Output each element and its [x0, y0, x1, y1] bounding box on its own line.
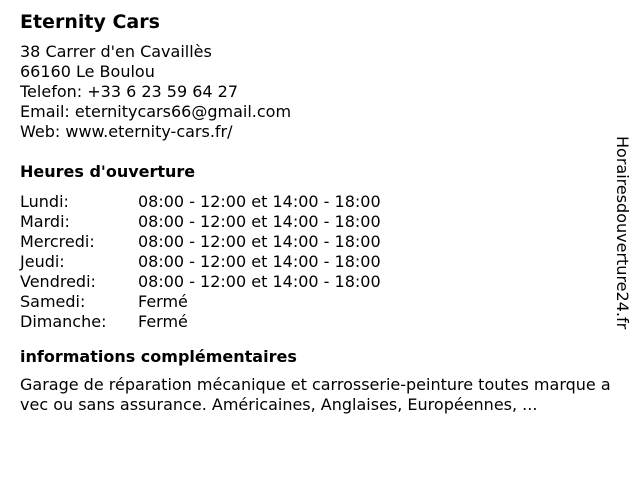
business-card	[20, 10, 620, 415]
time-value: 08:00 - 12:00 et 14:00 - 18:00	[138, 192, 381, 211]
watermark-text: Horairesdouverture24.fr	[613, 136, 632, 330]
hours-row-friday	[20, 272, 620, 292]
hours-row-monday	[20, 192, 620, 212]
hours-row-thursday	[20, 252, 620, 272]
day-label: Mercredi:	[20, 232, 95, 251]
time-value: 08:00 - 12:00 et 14:00 - 18:00	[138, 272, 381, 291]
address-line-2: 66160 Le Boulou	[20, 62, 155, 81]
time-value: Fermé	[138, 292, 188, 311]
day-label: Samedi:	[20, 292, 86, 311]
hours-row-wednesday	[20, 232, 620, 252]
time-value: 08:00 - 12:00 et 14:00 - 18:00	[138, 252, 381, 271]
contact-block	[20, 42, 620, 142]
info-heading: informations complémentaires	[20, 347, 297, 366]
time-value: Fermé	[138, 312, 188, 331]
day-label: Vendredi:	[20, 272, 96, 291]
time-value: 08:00 - 12:00 et 14:00 - 18:00	[138, 232, 381, 251]
hours-row-tuesday	[20, 212, 620, 232]
phone-text: Telefon: +33 6 23 59 64 27	[20, 82, 239, 101]
hours-heading: Heures d'ouverture	[20, 162, 196, 181]
website-text: Web: www.eternity-cars.fr/	[20, 122, 233, 141]
hours-list	[20, 192, 620, 332]
hours-row-sunday	[20, 312, 620, 332]
day-label: Lundi:	[20, 192, 69, 211]
day-label: Mardi:	[20, 212, 70, 231]
day-label: Dimanche:	[20, 312, 107, 331]
time-value: 08:00 - 12:00 et 14:00 - 18:00	[138, 212, 381, 231]
email-text: Email: eternitycars66@gmail.com	[20, 102, 292, 121]
info-description: Garage de réparation mécanique et carrosserie-peinture toutes marque avec ou sans assurance. Américaines, Anglaises, Européennes, ...	[20, 375, 611, 414]
day-label: Jeudi:	[20, 252, 65, 271]
business-name: Eternity Cars	[20, 11, 160, 33]
address-line-1: 38 Carrer d'en Cavaillès	[20, 42, 212, 61]
hours-row-saturday	[20, 292, 620, 312]
